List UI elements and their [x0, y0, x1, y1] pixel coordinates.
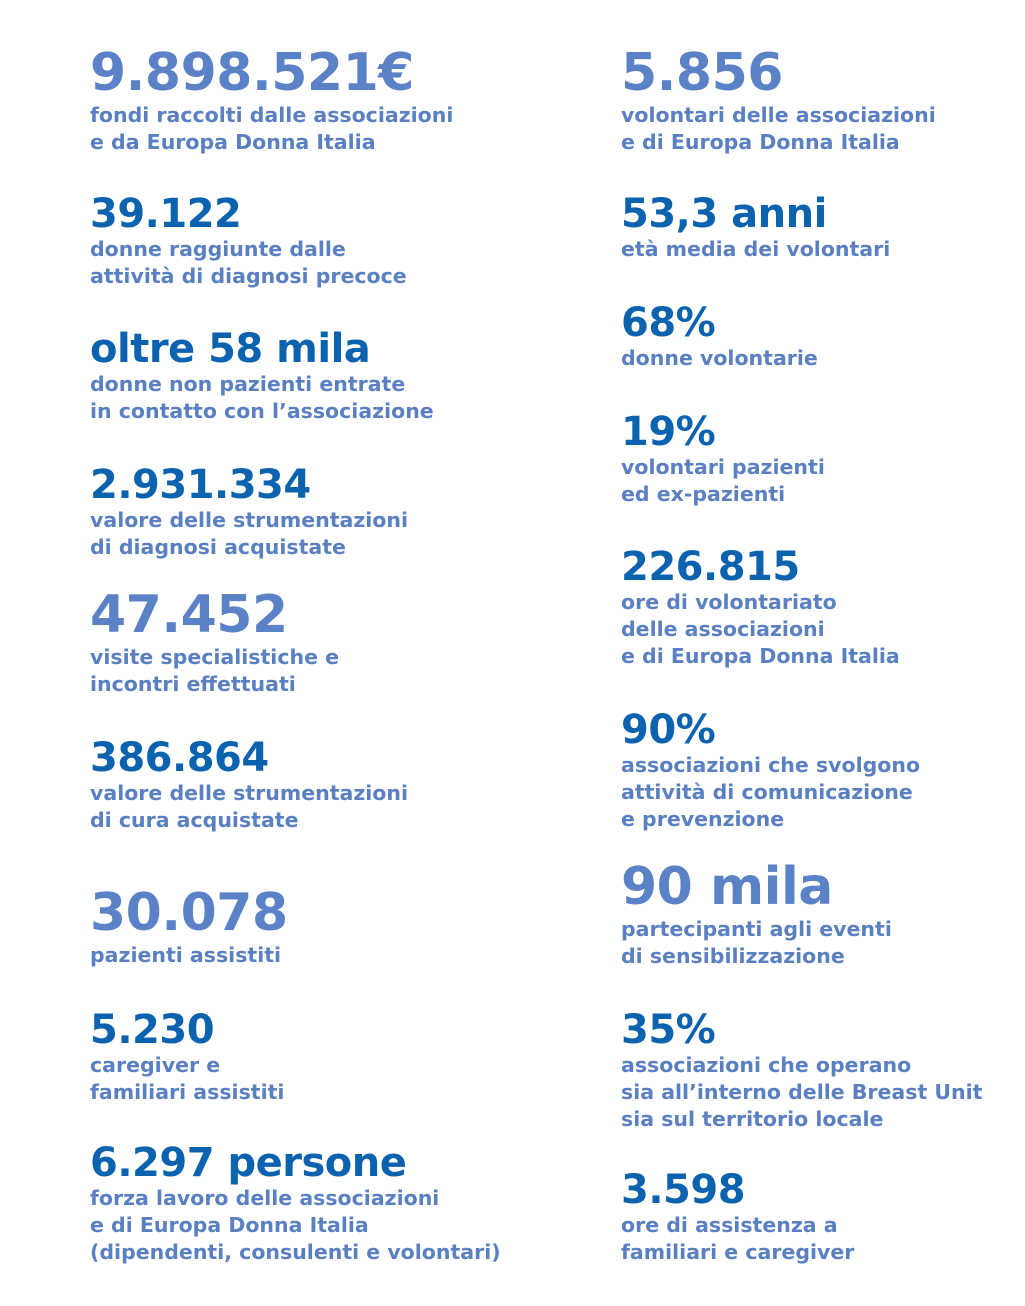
- desc-line: ed ex-pazienti: [621, 482, 786, 506]
- desc-line: visite specialistiche e: [90, 645, 340, 669]
- stat-volunteer-hours: [621, 545, 900, 670]
- stat-volunteer-age: [621, 192, 890, 263]
- desc-line: familiari assistiti: [90, 1080, 285, 1104]
- desc-line: e di Europa Donna Italia: [90, 1213, 369, 1237]
- desc-line: associazioni che operano: [621, 1053, 912, 1077]
- stat-description: [621, 236, 890, 263]
- stat-description: [90, 1052, 284, 1106]
- stat-description: [621, 916, 892, 970]
- desc-line: partecipanti agli eventi: [621, 917, 892, 941]
- desc-line: sia sul territorio locale: [621, 1107, 884, 1131]
- desc-line: associazioni che svolgono: [621, 753, 921, 777]
- stat-value: 6.297 persone: [90, 1140, 407, 1186]
- stat-value: 5.856: [621, 43, 783, 103]
- stat-value: 39.122: [90, 191, 242, 237]
- desc-line: e prevenzione: [621, 807, 785, 831]
- stat-description: [621, 454, 825, 508]
- desc-line: e di Europa Donna Italia: [621, 130, 900, 154]
- desc-line: di diagnosi acquistate: [90, 535, 346, 559]
- desc-line: attività di comunicazione: [621, 780, 913, 804]
- stat-breast-unit-associations: [621, 1008, 982, 1133]
- stat-description: [90, 780, 408, 834]
- desc-line: fondi raccolti dalle associazioni: [90, 103, 454, 127]
- desc-line: di sensibilizzazione: [621, 944, 845, 968]
- stat-value: 68%: [621, 300, 716, 346]
- desc-line: delle associazioni: [621, 617, 825, 641]
- stat-diagnosis-equipment: [90, 463, 408, 561]
- desc-line: e di Europa Donna Italia: [621, 644, 900, 668]
- desc-line: (dipendenti, consulenti e volontari): [90, 1240, 501, 1264]
- stat-description: [621, 345, 818, 372]
- stat-value: 53,3 anni: [621, 191, 827, 237]
- stat-value: 9.898.521€: [90, 43, 414, 103]
- stat-value: 35%: [621, 1007, 716, 1053]
- stat-communication-associations: [621, 708, 920, 833]
- desc-line: ore di assistenza a: [621, 1213, 838, 1237]
- stat-value: 19%: [621, 409, 716, 455]
- desc-line: caregiver e: [90, 1053, 221, 1077]
- stat-workforce: [90, 1141, 501, 1266]
- desc-line: ore di volontariato: [621, 590, 837, 614]
- stat-description: [621, 589, 900, 670]
- stat-description: [90, 371, 434, 425]
- stat-description: [90, 942, 288, 969]
- stat-value: 47.452: [90, 585, 288, 645]
- stat-volunteers: [621, 44, 936, 156]
- desc-line: età media dei volontari: [621, 237, 891, 261]
- stat-patients-assisted: [90, 884, 288, 969]
- desc-line: valore delle strumentazioni: [90, 781, 408, 805]
- desc-line: e da Europa Donna Italia: [90, 130, 376, 154]
- stat-caregivers-assisted: [90, 1008, 284, 1106]
- stat-value: oltre 58 mila: [90, 326, 371, 372]
- stat-value: 226.815: [621, 544, 800, 590]
- desc-line: pazienti assistiti: [90, 943, 282, 967]
- stat-description: [90, 1185, 501, 1266]
- stat-value: 90 mila: [621, 857, 833, 917]
- desc-line: forza lavoro delle associazioni: [90, 1186, 440, 1210]
- desc-line: valore delle strumentazioni: [90, 508, 408, 532]
- stat-description: [90, 644, 339, 698]
- stat-description: [621, 102, 936, 156]
- stat-value: 386.864: [90, 735, 269, 781]
- desc-line: attività di diagnosi precoce: [90, 264, 407, 288]
- stat-description: [621, 1052, 982, 1133]
- stat-event-participants: [621, 858, 892, 970]
- stat-women-reached: [90, 192, 407, 290]
- stat-specialist-visits: [90, 586, 339, 698]
- stat-description: [90, 102, 453, 156]
- stat-value: 3.598: [621, 1167, 746, 1213]
- stat-value: 2.931.334: [90, 462, 311, 508]
- stat-funds-raised: [90, 44, 453, 156]
- stat-women-volunteers: [621, 301, 818, 372]
- desc-line: di cura acquistate: [90, 808, 299, 832]
- stat-non-patient-women: [90, 327, 434, 425]
- stat-value: 30.078: [90, 883, 288, 943]
- desc-line: donne raggiunte dalle: [90, 237, 346, 261]
- stat-description: [90, 507, 408, 561]
- desc-line: incontri effettuati: [90, 672, 296, 696]
- desc-line: sia all’interno delle Breast Unit: [621, 1080, 983, 1104]
- desc-line: in contatto con l’associazione: [90, 399, 434, 423]
- stat-value: 5.230: [90, 1007, 215, 1053]
- stat-value: 90%: [621, 707, 716, 753]
- stat-care-equipment: [90, 736, 408, 834]
- desc-line: familiari e caregiver: [621, 1240, 855, 1264]
- stat-assistance-hours: [621, 1168, 854, 1266]
- stat-description: [90, 236, 407, 290]
- desc-line: donne volontarie: [621, 346, 818, 370]
- stat-description: [621, 752, 920, 833]
- desc-line: volontari delle associazioni: [621, 103, 936, 127]
- stat-description: [621, 1212, 854, 1266]
- desc-line: volontari pazienti: [621, 455, 825, 479]
- stat-patient-volunteers: [621, 410, 825, 508]
- desc-line: donne non pazienti entrate: [90, 372, 406, 396]
